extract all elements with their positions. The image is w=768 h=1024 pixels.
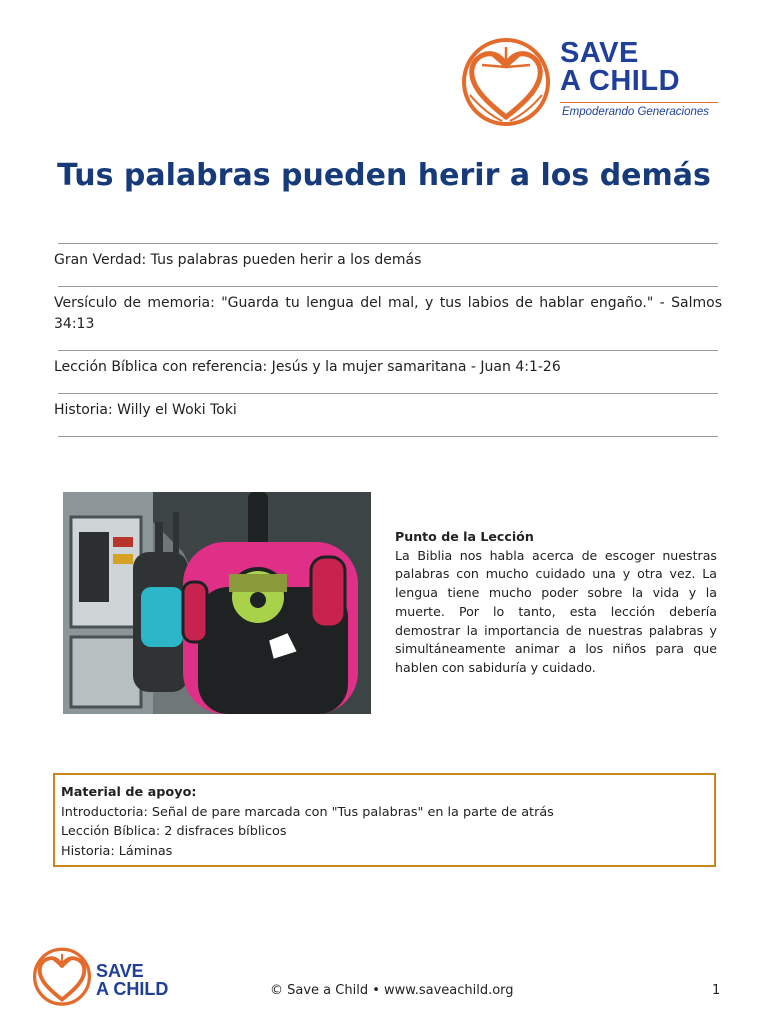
historia-field: Historia: Willy el Woki Toki — [54, 402, 237, 418]
versiculo-field: Versículo de memoria: "Guarda tu lengua del mal, y tus labios de hablar engaño." - Salmos 34:13 — [54, 295, 722, 332]
brand-line-1: SAVE — [560, 37, 639, 69]
lesson-point — [395, 528, 717, 678]
material-heading: Material de apoyo: — [61, 785, 197, 800]
divider — [58, 393, 718, 394]
lesson-point-heading: Punto de la Lección — [395, 529, 534, 544]
footer-brand — [96, 962, 168, 998]
divider — [58, 286, 718, 287]
material-item: Lección Bíblica: 2 disfraces bíblicos — [61, 824, 287, 839]
divider — [58, 436, 718, 437]
material-box — [53, 773, 716, 867]
brand-name — [560, 39, 680, 95]
footer-brand-line-1: SAVE — [96, 961, 144, 981]
heart-logo-icon — [460, 35, 552, 130]
brand-line-2: A CHILD — [560, 65, 681, 97]
footer-copyright: © Save a Child • www.saveachild.org — [270, 983, 514, 998]
material-item: Introductoria: Señal de pare marcada con "Tus palabras" en la parte de atrás — [61, 804, 554, 820]
divider — [58, 350, 718, 351]
footer-brand-line-2: A CHILD — [96, 979, 169, 999]
page-title: Tus palabras pueden herir a los demás — [57, 158, 711, 193]
gran-verdad-field: Gran Verdad: Tus palabras pueden herir a los demás — [54, 252, 422, 268]
heart-logo-icon — [32, 946, 92, 1008]
material-item: Historia: Láminas — [61, 843, 173, 859]
lesson-illustration — [63, 492, 371, 714]
footer-logo — [32, 946, 182, 1010]
lesson-point-body: La Biblia nos habla acerca de escoger nuestras palabras con mucho cuidado una y otra vez. La lengua tiene mucho poder sobre la vida y la muerte. Por lo tanto, esta lección debería demostrar la importancia de nuestras palabras y simultáneamente animar a los niños para que hablen con sabiduría y cuidado. — [395, 547, 717, 675]
brand-divider — [560, 102, 718, 103]
page-number: 1 — [712, 983, 721, 998]
divider — [58, 243, 718, 244]
save-a-child-logo — [460, 35, 725, 130]
brand-tagline: Empoderando Generaciones — [562, 106, 710, 118]
leccion-field: Lección Bíblica con referencia: Jesús y la mujer samaritana - Juan 4:1-26 — [54, 359, 561, 375]
